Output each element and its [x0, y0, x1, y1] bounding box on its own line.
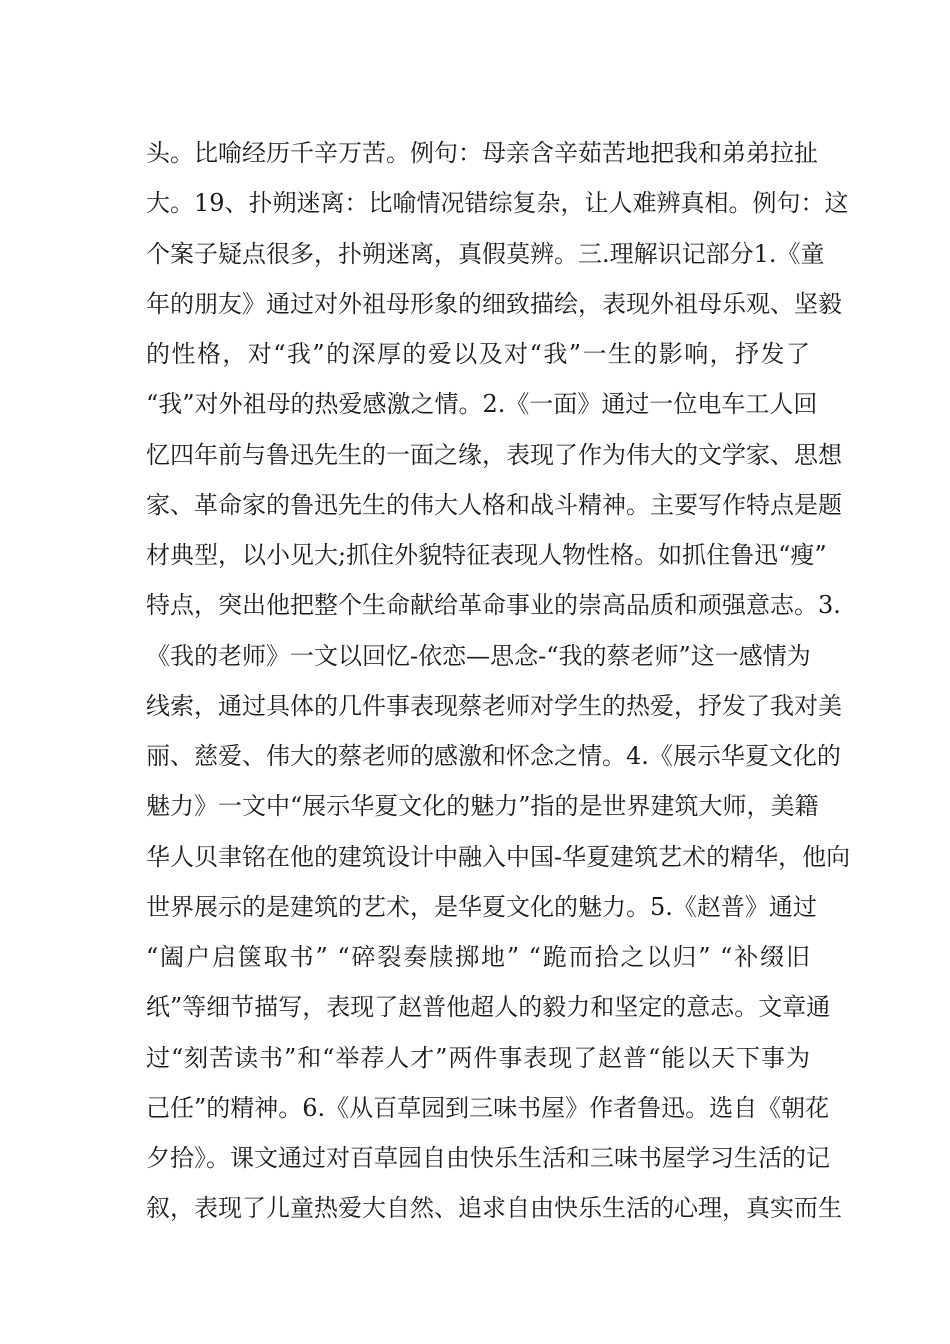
- text-line: “我”对外祖母的热爱感激之情。2.《一面》通过一位电车工人回: [146, 390, 818, 419]
- text-line: 魅力》一文中“展示华夏文化的魅力”指的是世界建筑大师，美籍: [146, 792, 819, 821]
- text-line: 丽、慈爱、伟大的蔡老师的感激和怀念之情。4.《展示华夏文化的: [146, 742, 841, 770]
- text-line: 过“刻苦读书”和“举荐人才”两件事表现了赵普“能以天下事为: [146, 1043, 810, 1072]
- text-line: 家、革命家的鲁迅先生的伟大人格和战斗精神。主要写作特点是题: [146, 490, 842, 519]
- text-line: 纸”等细节描写，表现了赵普他超人的毅力和坚定的意志。文章通: [146, 993, 831, 1022]
- text-line: 材典型，以小见大;抓住外貌特征表现人物性格。如抓住鲁迅“瘦”: [146, 541, 827, 569]
- text-line: 夕拾》。课文通过对百草园自由快乐生活和三味书屋学习生活的记: [146, 1144, 830, 1172]
- text-line: 世界展示的是建筑的艺术，是华夏文化的魅力。5.《赵普》通过: [146, 892, 817, 921]
- body-text: [146, 128, 851, 1234]
- text-line: 个案子疑点很多，扑朔迷离，真假莫辨。三.理解识记部分1.《童: [146, 239, 825, 268]
- text-line: 《我的老师》一文以回忆-依恋—思念-“我的蔡老师”这一感情为: [146, 641, 811, 670]
- text-line: 叙，表现了儿童热爱大自然、追求自由快乐生活的心理，真实而生: [146, 1194, 842, 1223]
- text-line: 忆四年前与鲁迅先生的一面之缘，表现了作为伟大的文学家、思想: [146, 440, 842, 469]
- text-line: 己任”的精神。6.《从百草园到三味书屋》作者鲁迅。选自《朝花: [146, 1093, 830, 1122]
- text-line: “阖户启箧取书” “碎裂奏牍掷地” “跪而拾之以归” “补缀旧: [146, 943, 810, 971]
- text-line: 的性格，对“我”的深厚的爱以及对“我”一生的影响，抒发了: [146, 340, 810, 368]
- text-line: 线索，通过具体的几件事表现蔡老师对学生的热爱，抒发了我对美: [146, 691, 842, 720]
- text-line: 年的朋友》通过对外祖母形象的细致描绘，表现外祖母乐观、坚毅: [146, 289, 842, 318]
- text-line: 华人贝聿铭在他的建筑设计中融入中国-华夏建筑艺术的精华，他向: [146, 842, 851, 871]
- text-line: 特点，突出他把整个生命献给革命事业的崇高品质和顽强意志。3.: [146, 591, 841, 620]
- text-line: 头。比喻经历千辛万苦。例句：母亲含辛茹苦地把我和弟弟拉扯: [146, 139, 818, 167]
- text-line: 大。19、扑朔迷离：比喻情况错综复杂，让人难辨真相。例句：这: [146, 189, 849, 218]
